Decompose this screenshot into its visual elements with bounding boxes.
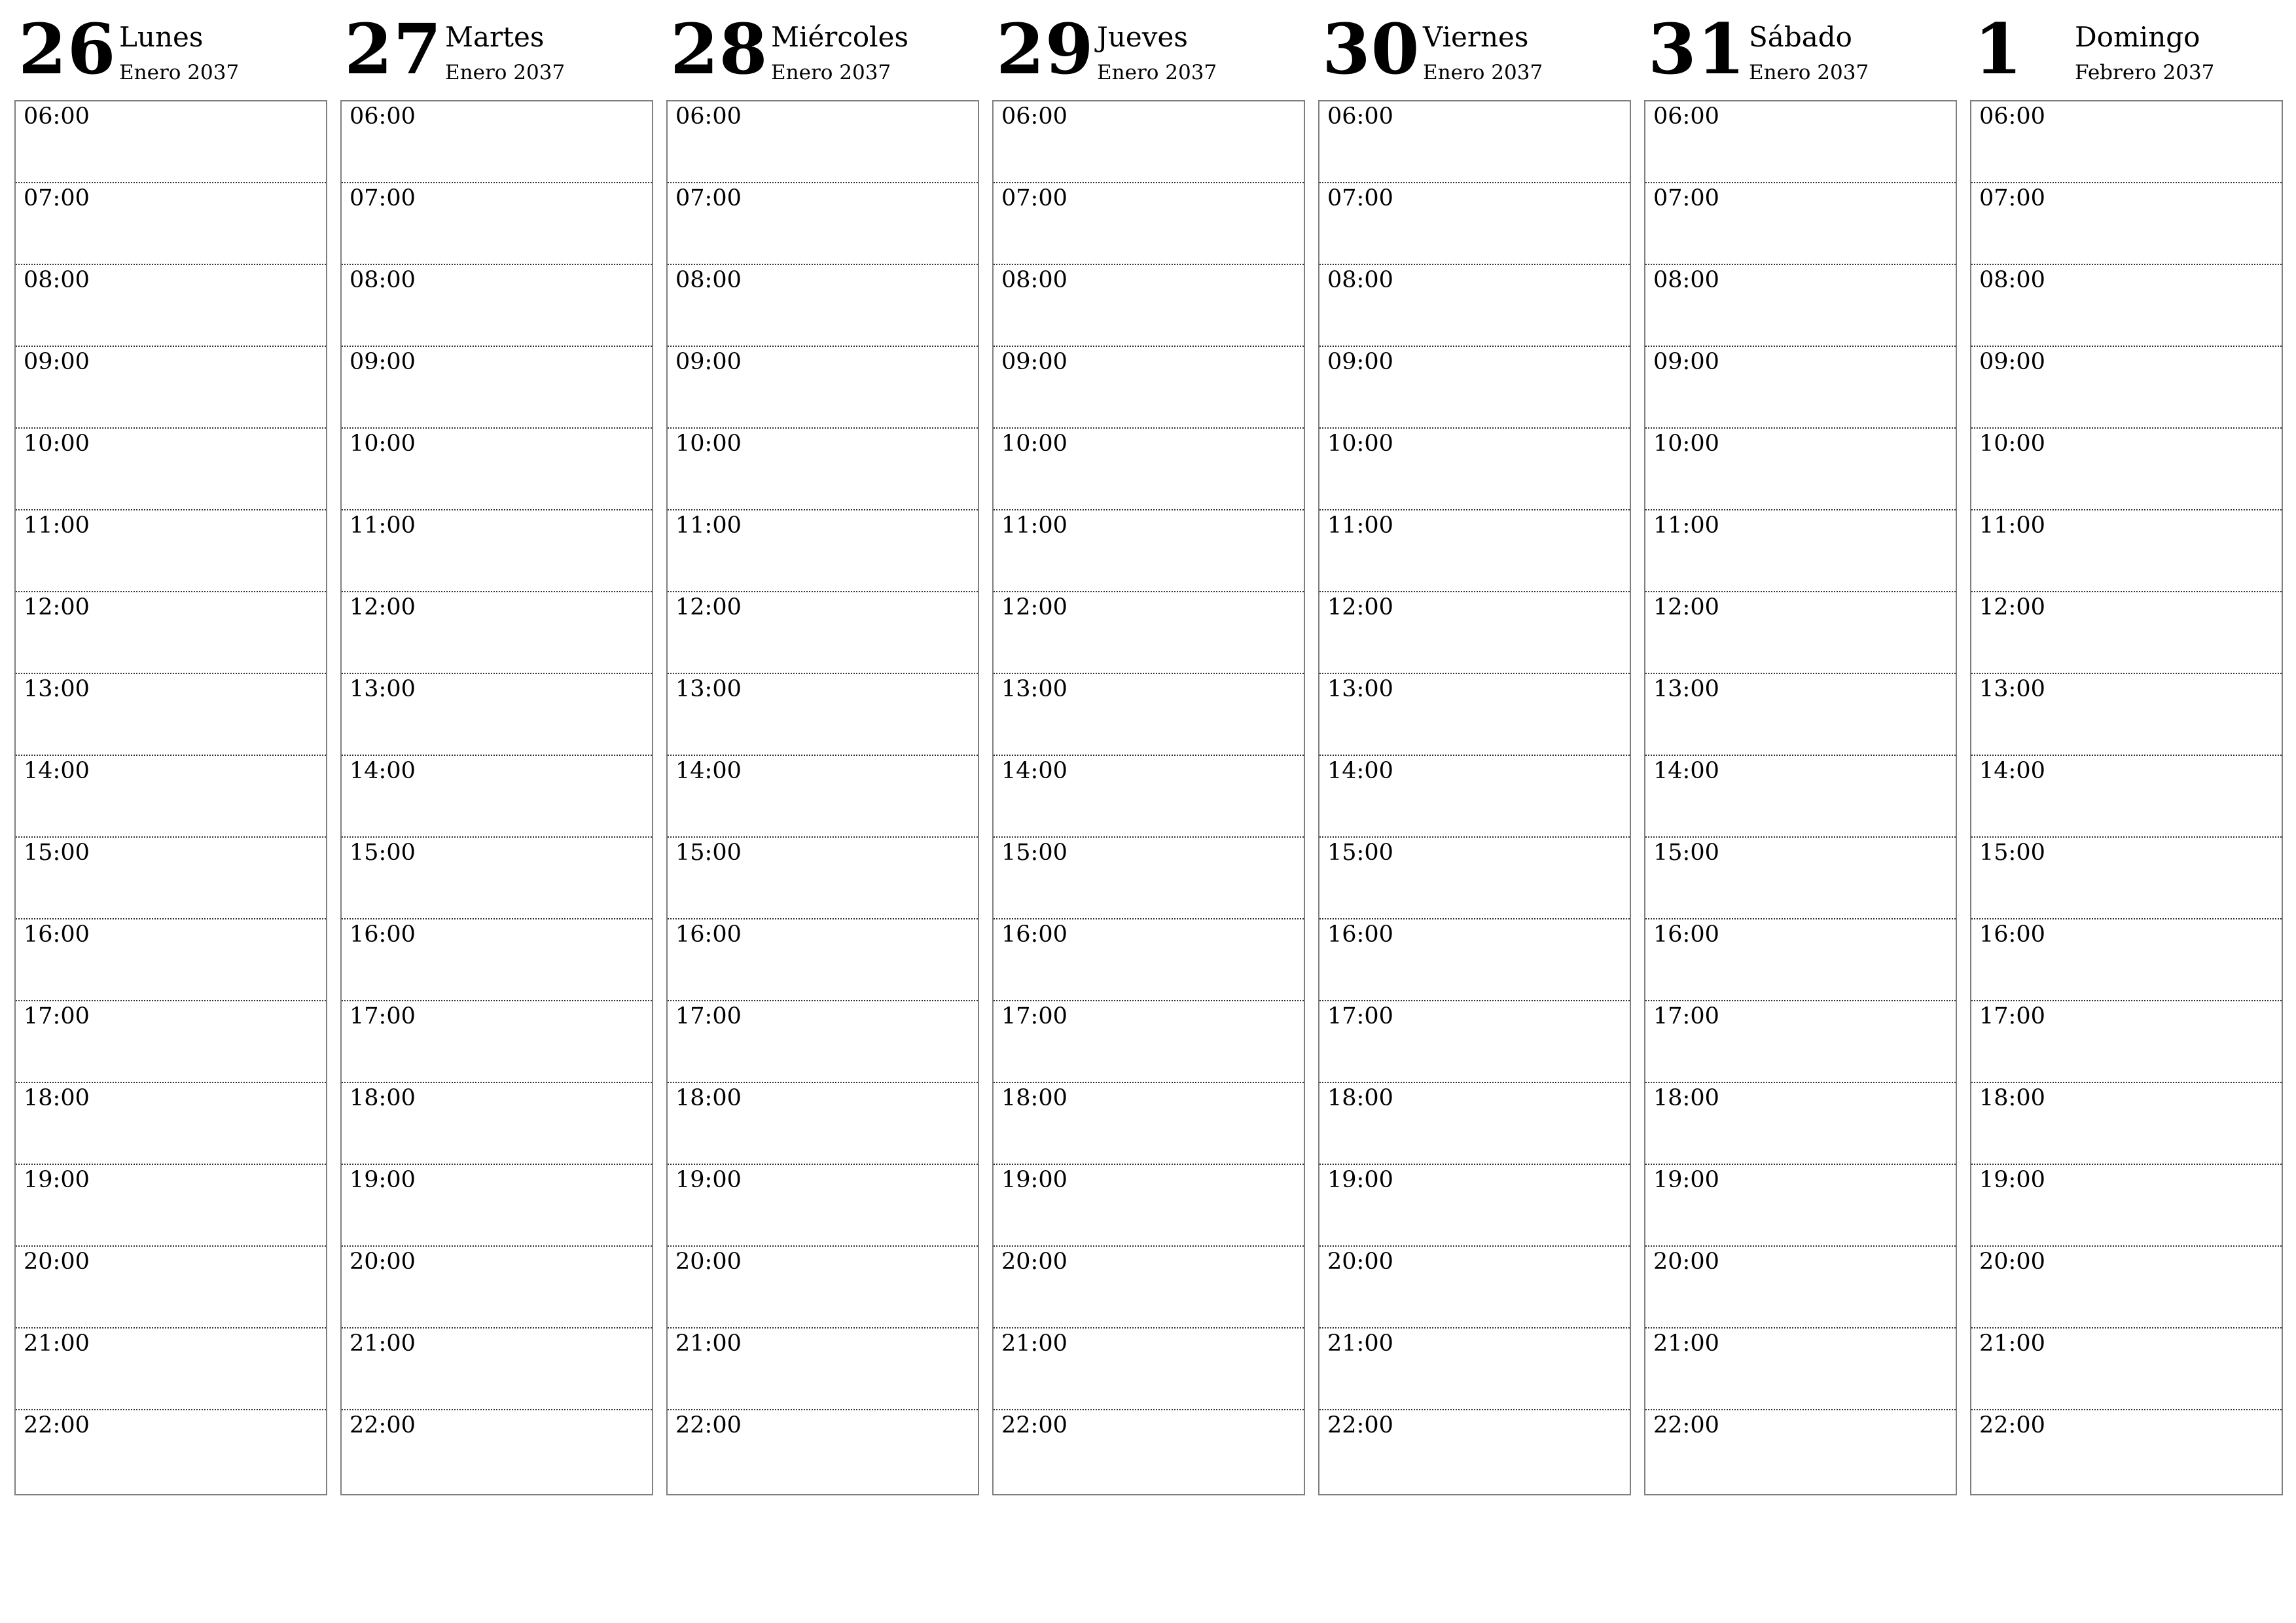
time-slot[interactable] xyxy=(342,1083,652,1165)
time-slot[interactable] xyxy=(342,592,652,674)
time-slot[interactable] xyxy=(16,1247,326,1329)
day-schedule-box xyxy=(992,100,1305,1495)
time-label: 11:00 xyxy=(1327,512,1393,539)
time-label: 10:00 xyxy=(1001,431,1067,457)
time-label: 15:00 xyxy=(1979,840,2045,866)
time-label: 15:00 xyxy=(1327,840,1393,866)
time-slot[interactable] xyxy=(1645,1329,1956,1410)
time-slot[interactable] xyxy=(1645,756,1956,838)
time-label: 14:00 xyxy=(1001,758,1067,784)
time-slot[interactable] xyxy=(668,101,978,183)
day-header xyxy=(1970,0,2283,100)
time-slot[interactable] xyxy=(342,756,652,838)
time-label: 21:00 xyxy=(350,1330,416,1357)
time-label: 20:00 xyxy=(1653,1249,1719,1275)
time-label: 21:00 xyxy=(675,1330,742,1357)
day-header xyxy=(340,0,653,100)
time-label: 07:00 xyxy=(1327,185,1393,211)
time-slot[interactable] xyxy=(994,1410,1304,1492)
time-slot[interactable] xyxy=(1971,510,2282,592)
time-slot[interactable] xyxy=(16,101,326,183)
day-header xyxy=(1644,0,1957,100)
day-header xyxy=(1318,0,1631,100)
time-slot[interactable] xyxy=(1971,674,2282,756)
time-label: 17:00 xyxy=(350,1003,416,1029)
time-slot[interactable] xyxy=(1319,1247,1630,1329)
time-label: 09:00 xyxy=(24,349,90,375)
time-label: 15:00 xyxy=(24,840,90,866)
day-column xyxy=(1644,0,1957,1438)
day-schedule-box xyxy=(340,100,653,1495)
time-label: 17:00 xyxy=(1327,1003,1393,1029)
time-label: 06:00 xyxy=(350,103,416,130)
day-number: 31 xyxy=(1648,8,1746,90)
day-column xyxy=(14,0,327,1438)
day-name: Viernes xyxy=(1423,21,1529,53)
time-label: 11:00 xyxy=(675,512,742,539)
time-slot[interactable] xyxy=(1319,1083,1630,1165)
day-schedule-box xyxy=(1644,100,1957,1495)
time-slot[interactable] xyxy=(1319,265,1630,347)
time-slot[interactable] xyxy=(16,919,326,1001)
time-label: 13:00 xyxy=(675,676,742,702)
day-number: 27 xyxy=(344,8,442,90)
time-label: 11:00 xyxy=(1001,512,1067,539)
time-slot[interactable] xyxy=(1645,1410,1956,1492)
day-column xyxy=(992,0,1305,1438)
time-label: 18:00 xyxy=(24,1085,90,1111)
time-slot[interactable] xyxy=(342,101,652,183)
time-label: 09:00 xyxy=(1327,349,1393,375)
day-number: 30 xyxy=(1322,8,1420,90)
time-slot[interactable] xyxy=(1645,347,1956,429)
time-slot[interactable] xyxy=(16,429,326,510)
day-month: Febrero 2037 xyxy=(2075,61,2215,84)
time-slot[interactable] xyxy=(342,1247,652,1329)
time-slot[interactable] xyxy=(1971,756,2282,838)
time-slot[interactable] xyxy=(1971,1165,2282,1247)
time-label: 06:00 xyxy=(675,103,742,130)
time-slot[interactable] xyxy=(1319,674,1630,756)
day-header xyxy=(666,0,979,100)
time-slot[interactable] xyxy=(1319,1165,1630,1247)
time-slot[interactable] xyxy=(994,1329,1304,1410)
time-slot[interactable] xyxy=(1319,756,1630,838)
time-slot[interactable] xyxy=(994,919,1304,1001)
time-slot[interactable] xyxy=(1971,429,2282,510)
time-label: 15:00 xyxy=(1001,840,1067,866)
time-label: 22:00 xyxy=(24,1412,90,1438)
time-label: 22:00 xyxy=(1979,1412,2045,1438)
time-label: 12:00 xyxy=(1327,594,1393,620)
time-slot[interactable] xyxy=(342,919,652,1001)
day-number: 1 xyxy=(1974,8,2023,90)
time-label: 21:00 xyxy=(24,1330,90,1357)
time-slot[interactable] xyxy=(994,183,1304,265)
time-slot[interactable] xyxy=(342,347,652,429)
time-slot[interactable] xyxy=(668,265,978,347)
time-label: 13:00 xyxy=(1327,676,1393,702)
time-label: 21:00 xyxy=(1001,1330,1067,1357)
time-slot[interactable] xyxy=(1971,1247,2282,1329)
time-label: 19:00 xyxy=(24,1167,90,1193)
time-label: 19:00 xyxy=(1327,1167,1393,1193)
day-header xyxy=(14,0,327,100)
time-label: 07:00 xyxy=(350,185,416,211)
time-label: 16:00 xyxy=(675,921,742,948)
day-month: Enero 2037 xyxy=(1097,61,1217,84)
time-slot[interactable] xyxy=(1645,592,1956,674)
time-label: 16:00 xyxy=(24,921,90,948)
day-number: 26 xyxy=(18,8,117,90)
time-slot[interactable] xyxy=(1319,592,1630,674)
time-label: 08:00 xyxy=(1653,267,1719,293)
time-slot[interactable] xyxy=(668,919,978,1001)
time-slot[interactable] xyxy=(1319,1410,1630,1492)
time-label: 20:00 xyxy=(24,1249,90,1275)
time-slot[interactable] xyxy=(16,1001,326,1083)
time-label: 08:00 xyxy=(350,267,416,293)
time-label: 17:00 xyxy=(675,1003,742,1029)
time-slot[interactable] xyxy=(342,674,652,756)
day-month: Enero 2037 xyxy=(1423,61,1543,84)
time-slot[interactable] xyxy=(1645,101,1956,183)
time-label: 16:00 xyxy=(1653,921,1719,948)
time-label: 09:00 xyxy=(675,349,742,375)
time-slot[interactable] xyxy=(1645,1165,1956,1247)
time-label: 08:00 xyxy=(1001,267,1067,293)
time-slot[interactable] xyxy=(994,429,1304,510)
time-slot[interactable] xyxy=(994,838,1304,919)
time-label: 22:00 xyxy=(350,1412,416,1438)
time-slot[interactable] xyxy=(994,592,1304,674)
time-label: 18:00 xyxy=(1979,1085,2045,1111)
day-name: Lunes xyxy=(119,21,204,53)
day-column xyxy=(1318,0,1631,1438)
time-slot[interactable] xyxy=(994,1165,1304,1247)
day-header xyxy=(992,0,1305,100)
time-label: 06:00 xyxy=(1001,103,1067,130)
time-slot[interactable] xyxy=(994,347,1304,429)
time-label: 12:00 xyxy=(1001,594,1067,620)
day-month: Enero 2037 xyxy=(771,61,891,84)
time-label: 13:00 xyxy=(1653,676,1719,702)
time-label: 16:00 xyxy=(1979,921,2045,948)
time-slot[interactable] xyxy=(1971,592,2282,674)
time-slot[interactable] xyxy=(668,1410,978,1492)
time-slot[interactable] xyxy=(668,756,978,838)
time-label: 13:00 xyxy=(1001,676,1067,702)
time-label: 14:00 xyxy=(24,758,90,784)
time-label: 14:00 xyxy=(1327,758,1393,784)
time-slot[interactable] xyxy=(994,756,1304,838)
day-column xyxy=(1970,0,2283,1438)
time-slot[interactable] xyxy=(994,510,1304,592)
day-number: 29 xyxy=(996,8,1094,90)
time-label: 10:00 xyxy=(1653,431,1719,457)
time-label: 16:00 xyxy=(1327,921,1393,948)
time-label: 15:00 xyxy=(1653,840,1719,866)
time-slot[interactable] xyxy=(16,183,326,265)
time-slot[interactable] xyxy=(1971,1001,2282,1083)
time-slot[interactable] xyxy=(668,838,978,919)
time-label: 06:00 xyxy=(1979,103,2045,130)
time-label: 14:00 xyxy=(1979,758,2045,784)
time-slot[interactable] xyxy=(1319,101,1630,183)
time-slot[interactable] xyxy=(16,1329,326,1410)
time-slot[interactable] xyxy=(994,674,1304,756)
time-slot[interactable] xyxy=(1645,183,1956,265)
time-slot[interactable] xyxy=(16,1165,326,1247)
time-label: 12:00 xyxy=(1979,594,2045,620)
time-label: 09:00 xyxy=(1653,349,1719,375)
time-label: 06:00 xyxy=(1327,103,1393,130)
time-slot[interactable] xyxy=(342,183,652,265)
time-label: 18:00 xyxy=(350,1085,416,1111)
time-slot[interactable] xyxy=(994,1247,1304,1329)
time-slot[interactable] xyxy=(1319,838,1630,919)
time-slot[interactable] xyxy=(1319,429,1630,510)
time-slot[interactable] xyxy=(668,1329,978,1410)
time-slot[interactable] xyxy=(1645,674,1956,756)
time-label: 17:00 xyxy=(1001,1003,1067,1029)
time-slot[interactable] xyxy=(668,1083,978,1165)
time-slot[interactable] xyxy=(994,265,1304,347)
day-month: Enero 2037 xyxy=(119,61,240,84)
time-slot[interactable] xyxy=(16,510,326,592)
time-slot[interactable] xyxy=(1971,838,2282,919)
day-name: Sábado xyxy=(1749,21,1852,53)
time-slot[interactable] xyxy=(1319,347,1630,429)
time-slot[interactable] xyxy=(1971,919,2282,1001)
time-slot[interactable] xyxy=(1971,1083,2282,1165)
time-label: 17:00 xyxy=(1979,1003,2045,1029)
time-slot[interactable] xyxy=(342,838,652,919)
time-slot[interactable] xyxy=(1971,101,2282,183)
time-label: 10:00 xyxy=(24,431,90,457)
time-slot[interactable] xyxy=(668,429,978,510)
time-slot[interactable] xyxy=(1971,183,2282,265)
time-label: 13:00 xyxy=(350,676,416,702)
time-label: 18:00 xyxy=(1653,1085,1719,1111)
time-slot[interactable] xyxy=(16,1410,326,1492)
time-label: 09:00 xyxy=(1979,349,2045,375)
time-label: 20:00 xyxy=(1327,1249,1393,1275)
time-label: 10:00 xyxy=(675,431,742,457)
time-label: 07:00 xyxy=(24,185,90,211)
time-slot[interactable] xyxy=(1645,265,1956,347)
time-slot[interactable] xyxy=(342,510,652,592)
time-label: 12:00 xyxy=(1653,594,1719,620)
day-number: 28 xyxy=(670,8,768,90)
day-schedule-box xyxy=(14,100,327,1495)
time-label: 13:00 xyxy=(24,676,90,702)
time-label: 20:00 xyxy=(675,1249,742,1275)
day-name: Miércoles xyxy=(771,21,909,53)
time-label: 15:00 xyxy=(675,840,742,866)
time-slot[interactable] xyxy=(1971,1329,2282,1410)
time-slot[interactable] xyxy=(342,1329,652,1410)
time-slot[interactable] xyxy=(16,674,326,756)
day-schedule-box xyxy=(1318,100,1631,1495)
time-slot[interactable] xyxy=(342,429,652,510)
time-slot[interactable] xyxy=(1971,347,2282,429)
time-label: 19:00 xyxy=(1653,1167,1719,1193)
time-label: 21:00 xyxy=(1979,1330,2045,1357)
time-label: 13:00 xyxy=(1979,676,2045,702)
time-slot[interactable] xyxy=(994,1001,1304,1083)
time-label: 19:00 xyxy=(1001,1167,1067,1193)
day-schedule-box xyxy=(666,100,979,1495)
day-month: Enero 2037 xyxy=(1749,61,1869,84)
time-slot[interactable] xyxy=(16,592,326,674)
time-slot[interactable] xyxy=(1319,1001,1630,1083)
time-slot[interactable] xyxy=(668,1001,978,1083)
time-slot[interactable] xyxy=(994,1083,1304,1165)
time-slot[interactable] xyxy=(342,265,652,347)
time-label: 18:00 xyxy=(1001,1085,1067,1111)
time-label: 14:00 xyxy=(1653,758,1719,784)
time-slot[interactable] xyxy=(16,347,326,429)
time-label: 07:00 xyxy=(1653,185,1719,211)
time-label: 20:00 xyxy=(350,1249,416,1275)
day-column xyxy=(666,0,979,1438)
time-label: 16:00 xyxy=(1001,921,1067,948)
time-slot[interactable] xyxy=(16,838,326,919)
time-label: 09:00 xyxy=(350,349,416,375)
time-slot[interactable] xyxy=(1971,265,2282,347)
time-label: 08:00 xyxy=(24,267,90,293)
time-label: 20:00 xyxy=(1001,1249,1067,1275)
time-label: 07:00 xyxy=(1979,185,2045,211)
time-slot[interactable] xyxy=(1319,183,1630,265)
time-slot[interactable] xyxy=(16,265,326,347)
time-slot[interactable] xyxy=(1971,1410,2282,1492)
time-label: 16:00 xyxy=(350,921,416,948)
day-column xyxy=(340,0,653,1438)
time-label: 08:00 xyxy=(1979,267,2045,293)
time-label: 09:00 xyxy=(1001,349,1067,375)
time-slot[interactable] xyxy=(16,756,326,838)
time-slot[interactable] xyxy=(1319,1329,1630,1410)
time-label: 18:00 xyxy=(1327,1085,1393,1111)
time-label: 10:00 xyxy=(1327,431,1393,457)
time-slot[interactable] xyxy=(1645,1001,1956,1083)
time-label: 12:00 xyxy=(24,594,90,620)
time-slot[interactable] xyxy=(668,510,978,592)
time-slot[interactable] xyxy=(1645,838,1956,919)
time-label: 19:00 xyxy=(1979,1167,2045,1193)
time-slot[interactable] xyxy=(668,674,978,756)
time-label: 12:00 xyxy=(675,594,742,620)
time-label: 17:00 xyxy=(24,1003,90,1029)
day-name: Domingo xyxy=(2075,21,2200,53)
time-slot[interactable] xyxy=(668,347,978,429)
time-label: 06:00 xyxy=(1653,103,1719,130)
time-label: 06:00 xyxy=(24,103,90,130)
time-slot[interactable] xyxy=(1645,429,1956,510)
time-label: 11:00 xyxy=(1653,512,1719,539)
time-slot[interactable] xyxy=(16,1083,326,1165)
time-slot[interactable] xyxy=(994,101,1304,183)
day-name: Jueves xyxy=(1097,21,1188,53)
time-slot[interactable] xyxy=(1645,510,1956,592)
time-label: 12:00 xyxy=(350,594,416,620)
time-slot[interactable] xyxy=(668,1165,978,1247)
time-label: 11:00 xyxy=(24,512,90,539)
time-label: 21:00 xyxy=(1327,1330,1393,1357)
time-label: 15:00 xyxy=(350,840,416,866)
time-label: 11:00 xyxy=(350,512,416,539)
time-slot[interactable] xyxy=(1319,510,1630,592)
time-label: 20:00 xyxy=(1979,1249,2045,1275)
day-name: Martes xyxy=(445,21,545,53)
time-label: 18:00 xyxy=(675,1085,742,1111)
time-slot[interactable] xyxy=(668,183,978,265)
time-label: 07:00 xyxy=(675,185,742,211)
time-label: 19:00 xyxy=(350,1167,416,1193)
time-label: 22:00 xyxy=(1327,1412,1393,1438)
time-label: 14:00 xyxy=(675,758,742,784)
time-slot[interactable] xyxy=(342,1410,652,1492)
time-label: 21:00 xyxy=(1653,1330,1719,1357)
time-label: 11:00 xyxy=(1979,512,2045,539)
time-label: 10:00 xyxy=(350,431,416,457)
time-label: 19:00 xyxy=(675,1167,742,1193)
time-slot[interactable] xyxy=(1319,919,1630,1001)
time-slot[interactable] xyxy=(668,592,978,674)
time-slot[interactable] xyxy=(668,1247,978,1329)
day-month: Enero 2037 xyxy=(445,61,565,84)
time-label: 22:00 xyxy=(1653,1412,1719,1438)
time-label: 17:00 xyxy=(1653,1003,1719,1029)
time-slot[interactable] xyxy=(1645,1247,1956,1329)
time-slot[interactable] xyxy=(342,1001,652,1083)
day-schedule-box xyxy=(1970,100,2283,1495)
time-slot[interactable] xyxy=(1645,919,1956,1001)
time-label: 07:00 xyxy=(1001,185,1067,211)
time-label: 10:00 xyxy=(1979,431,2045,457)
time-slot[interactable] xyxy=(342,1165,652,1247)
time-label: 14:00 xyxy=(350,758,416,784)
time-label: 22:00 xyxy=(1001,1412,1067,1438)
time-label: 08:00 xyxy=(1327,267,1393,293)
time-slot[interactable] xyxy=(1645,1083,1956,1165)
time-label: 08:00 xyxy=(675,267,742,293)
time-label: 22:00 xyxy=(675,1412,742,1438)
